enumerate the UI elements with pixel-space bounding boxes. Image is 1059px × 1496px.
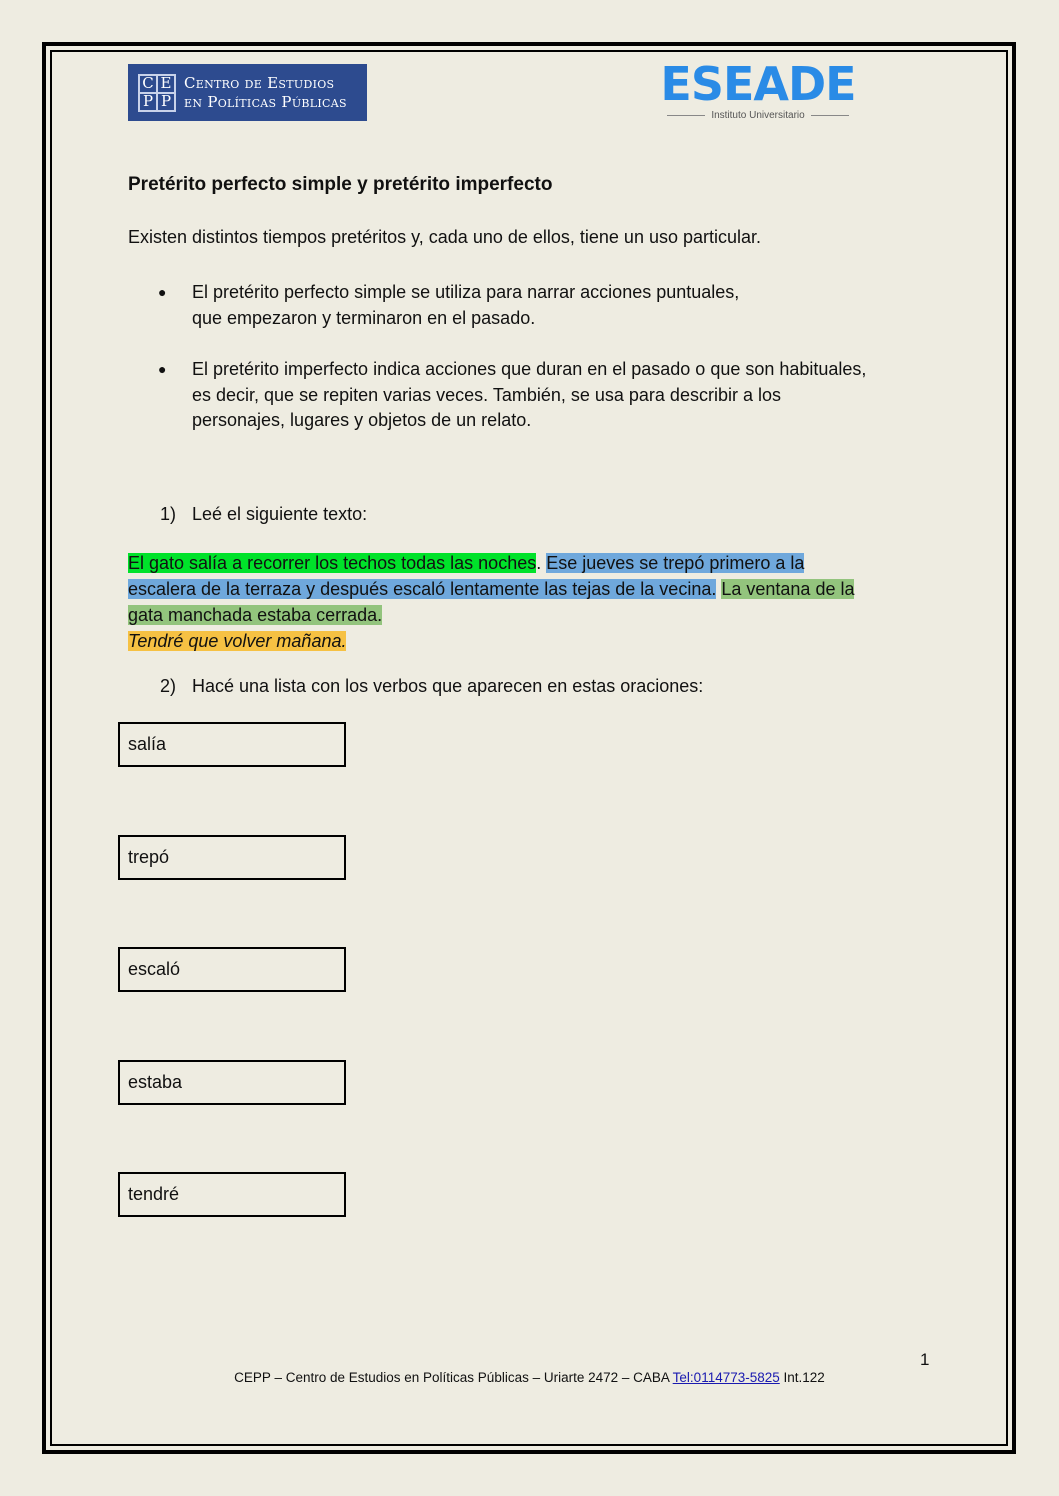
cepp-logo	[128, 64, 367, 121]
bullet-dot-icon: ●	[158, 284, 167, 300]
esade-logo-word: ESEADE	[660, 57, 856, 111]
esade-logo	[656, 57, 860, 124]
answer-field[interactable]: estaba	[118, 1060, 346, 1105]
answer-field[interactable]: salía	[118, 722, 346, 767]
phone-link[interactable]: Tel:0114773-5825	[672, 1370, 780, 1385]
page-number: 1	[920, 1350, 930, 1369]
document-title: Pretérito perfecto simple y pretérito imperfecto	[128, 174, 553, 195]
reading-passage: El gato salía a recorrer los techos todas las noches. Ese jueves se trepó primero a la escalera de la terraza y después escaló lentamente las tejas de la vecina. La ventana de la gata manchada estaba cerrada. Tendré que volver mañana.	[128, 553, 855, 651]
footer: CEPP – Centro de Estudios en Políticas Públicas – Uriarte 2472 – CABA Tel:0114773-5825 Int.122	[234, 1370, 825, 1385]
bullet-dot-icon: ●	[158, 361, 167, 377]
cepp-logo-monogram: C E P P	[138, 74, 176, 112]
passage-sentence-3-cont: gata manchada estaba cerrada.	[128, 605, 383, 625]
passage-sentence-2-cont: escalera de la terraza y después escaló lentamente las tejas de la vecina.	[128, 579, 717, 599]
answer-field[interactable]: tendré	[118, 1172, 346, 1217]
passage-sentence-4: Tendré que volver mañana.	[128, 631, 347, 651]
esade-logo-subtitle: Instituto Universitario	[656, 110, 860, 121]
passage-sentence-1: El gato salía a recorrer los techos todas las noches	[128, 553, 537, 573]
cepp-logo-text: Centro de Estudios en Políticas Públicas	[184, 73, 347, 111]
intro-paragraph: Existen distintos tiempos pretéritos y, cada uno de ellos, tiene un uso particular.	[128, 227, 762, 247]
answer-field[interactable]: escaló	[118, 947, 346, 992]
answer-field[interactable]: trepó	[118, 835, 346, 880]
passage-sentence-3: La ventana de la	[721, 579, 855, 599]
passage-sentence-2: Ese jueves se trepó primero a la	[546, 553, 805, 573]
